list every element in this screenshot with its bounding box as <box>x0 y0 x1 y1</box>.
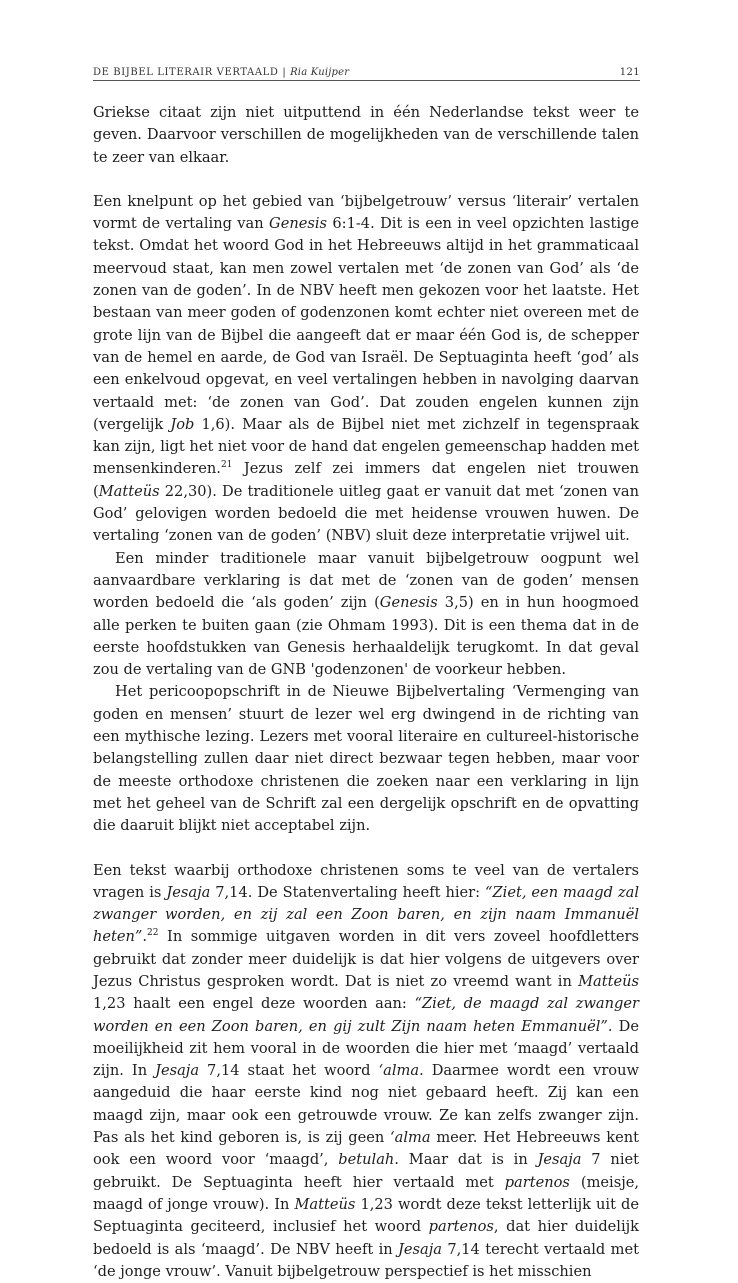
running-title <box>93 67 349 78</box>
text-segment: 7,14. De Statenvertaling heeft hier: <box>210 884 485 901</box>
italic-text: Job <box>170 416 194 433</box>
paragraph <box>93 548 639 682</box>
italic-text: partenos <box>505 1174 570 1191</box>
text-segment: Jezus zelf zei immers dat engelen niet trouwen ( <box>93 460 639 499</box>
running-header <box>93 62 640 81</box>
text-segment: Een tekst waarbij orthodoxe christenen soms te veel van de vertalers vragen is <box>93 862 639 901</box>
italic-text: Genesis <box>269 215 327 232</box>
italic-text: Matteüs <box>578 973 639 990</box>
text-segment: 1,23 wordt deze tekst letterlijk uit de Septuaginta geciteerd, inclusief het woord <box>93 1196 639 1235</box>
book-title: DE BIJBEL LITERAIR VERTAALD <box>93 67 279 78</box>
text-segment: (meisje, maagd of jonge vrouw). In <box>93 1174 639 1213</box>
paragraph <box>93 681 639 837</box>
italic-text: partenos <box>429 1218 494 1235</box>
body-text <box>93 102 639 1283</box>
text-segment: . Maar dat is in <box>394 1151 537 1168</box>
text-segment: Een minder traditionele maar vanuit bijbelgetrouw oogpunt wel aanvaardbare verklaring is dat met de ‘zonen van de goden’ mensen worden bedoeld die ‘als goden’ zijn ( <box>93 550 639 612</box>
italic-text: Matteüs <box>99 483 160 500</box>
footnote-reference: 21 <box>221 460 232 470</box>
italic-text: “Ziet, een maagd zal zwanger worden, en zij zal een Zoon baren, en zijn naam Immanuël heten”. <box>93 884 639 946</box>
italic-text: Matteüs <box>294 1196 355 1213</box>
italic-text: ‘alma <box>379 1062 420 1079</box>
italic-text: betulah <box>338 1151 394 1168</box>
text-segment: Het pericoopopschrift in de Nieuwe Bijbelvertaling ‘Vermenging van goden en mensen’ stuurt de lezer wel erg dwingend in de richting van een mythische lezing. Lezers met vooral literaire en cultureel-historische belangstelling zullen daar niet direct bezwaar tegen hebben, maar voor de meeste orthodoxe christenen die zoeken naar een verklaring in lijn met het geheel van de Schrift zal een dergelijk opschrift en de opvatting die daaruit blijkt niet acceptabel zijn. <box>93 683 639 834</box>
paragraph <box>93 102 639 169</box>
text-segment: meer. Het Hebreeuws kent ook een woord voor ‘maagd’, <box>93 1129 639 1168</box>
text-segment: 22,30). De traditionele uitleg gaat er vanuit dat met ‘zonen van God’ gelovigen worden bedoeld die met heidense vrouwen huwen. De vertaling ‘zonen van de goden’ (NBV) sluit deze interpretatie vrijwel uit. <box>93 483 639 545</box>
text-segment: 7 niet gebruikt. De Septuaginta heeft hier vertaald met <box>93 1151 639 1190</box>
text-segment: 1,23 haalt een engel deze woorden aan: <box>93 995 415 1012</box>
text-segment: 6:1-4. Dit is een in veel opzichten lastige tekst. Omdat het woord God in het Hebreeuws altijd in het grammaticaal meervoud staat, kan men zowel vertalen met ‘de zonen van God’ als ‘de zonen van de goden’. In de NBV heeft men gekozen voor het laatste. Het bestaan van meer goden of godenzonen komt echter niet overeen met de grote lijn van de Bijbel die aangeeft dat er maar één God is, de schepper van de hemel en aarde, de God van Israël. De Septuaginta heeft ‘god’ als een enkelvoud opgevat, en veel vertalingen hebben in navolging daarvan vertaald met: ‘de zonen van God’. Dat zouden engelen kunnen zijn (vergelijk <box>93 215 639 433</box>
paragraph <box>93 860 639 1283</box>
text-segment: 7,14 staat het woord <box>199 1062 378 1079</box>
italic-text: Jesaja <box>166 884 210 901</box>
text-segment: 7,14 terecht vertaald met ‘de jonge vrouw’. Vanuit bijbelgetrouw perspectief is het misschien <box>93 1241 639 1280</box>
paragraph <box>93 191 639 548</box>
italic-text: “Ziet, de maagd zal zwanger worden en een Zoon baren, en gij zult Zijn naam heten Emmanuël”. <box>93 995 639 1034</box>
text-segment: De moeilijkheid zit hem vooral in de woorden die hier met ‘maagd’ vertaald zijn. In <box>93 1018 639 1080</box>
text-segment: Griekse citaat zijn niet uitputtend in één Nederlandse tekst weer te geven. Daarvoor verschillen de mogelijkheden van de verschillende talen te zeer van elkaar. <box>93 104 639 166</box>
italic-text: ‘alma <box>390 1129 431 1146</box>
text-segment: , dat hier duidelijk bedoeld is als ‘maagd’. De NBV heeft in <box>93 1218 639 1257</box>
italic-text: Jesaja <box>155 1062 199 1079</box>
italic-text: Genesis <box>380 594 438 611</box>
text-segment: 3,5) en in hun hoogmoed alle perken te buiten gaan (zie Ohmam 1993). Dit is een thema dat in de eerste hoofdstukken van Genesis herhaaldelijk terugkomt. In dat geval zou de vertaling van de GNB 'godenzonen' de voorkeur hebben. <box>93 594 639 678</box>
italic-text: Jesaja <box>398 1241 442 1258</box>
italic-text: Jesaja <box>538 1151 582 1168</box>
text-segment: . Daarmee wordt een vrouw aangeduid die haar eerste kind nog niet gebaard heeft. Zij kan een maagd zijn, maar ook een getrouwde vrouw. Ze kan zelfs zwanger zijn. Pas als het kind geboren is, is zij geen <box>93 1062 639 1146</box>
header-separator: | <box>279 67 291 78</box>
text-segment: 1,6). Maar als de Bijbel niet met zichzelf in tegenspraak kan zijn, ligt het niet voor de hand dat engelen gemeenschap hadden met mensenkinderen. <box>93 416 639 478</box>
author-name: Ria Kuijper <box>290 67 349 78</box>
footnote-reference: 22 <box>147 928 158 938</box>
text-segment: In sommige uitgaven worden in dit vers zoveel hoofdletters gebruikt dat zonder meer duidelijk is dat hier volgens de uitgevers over Jezus Christus gesproken wordt. Dat is niet zo vreemd want in <box>93 928 639 990</box>
text-segment: Een knelpunt op het gebied van ‘bijbelgetrouw’ versus ‘literair’ vertalen vormt de vertaling van <box>93 193 639 232</box>
page-number: 121 <box>620 67 640 78</box>
